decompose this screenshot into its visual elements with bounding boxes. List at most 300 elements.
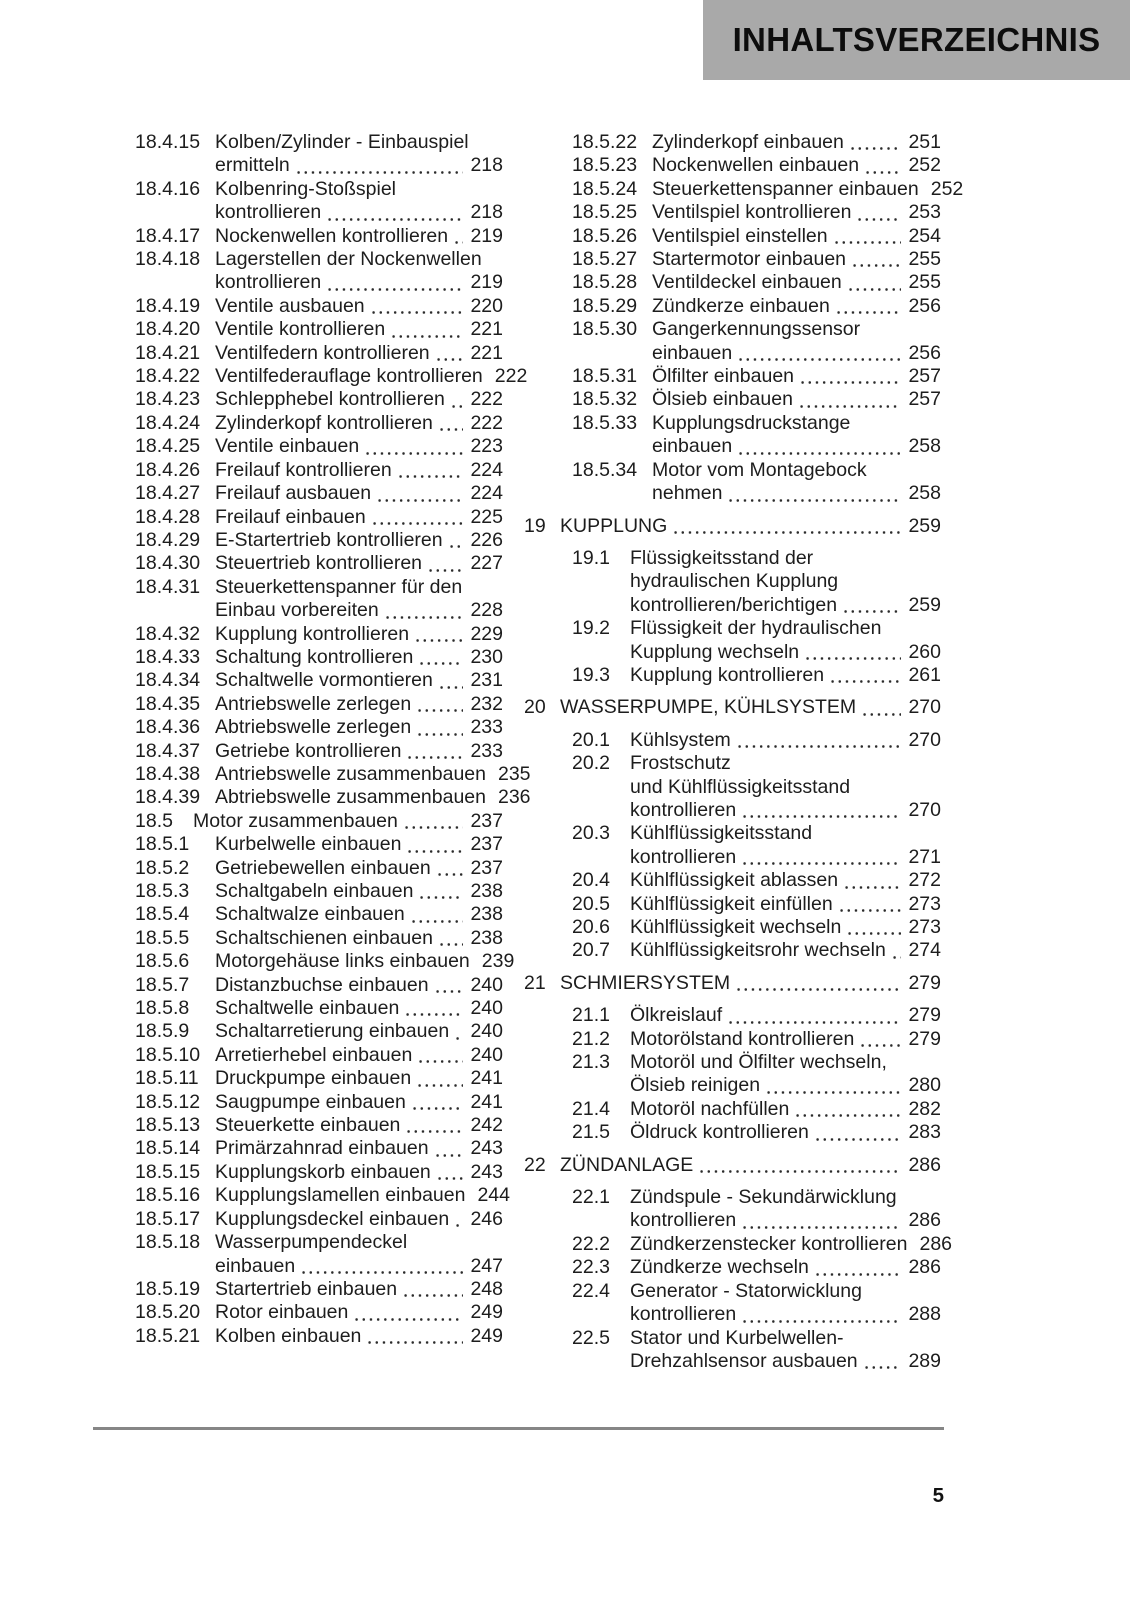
toc-entry-row [87, 1231, 503, 1278]
toc-entry-row [524, 1232, 953, 1256]
dot-leader [416, 1084, 463, 1087]
toc-title-line [215, 552, 503, 575]
dot-leader [814, 1138, 902, 1141]
dot-leader [799, 381, 901, 384]
toc-title-line [630, 729, 941, 752]
toc-title-line [630, 939, 941, 962]
toc-entry-row [87, 412, 503, 435]
toc-title-text: Motorölstand kontrollieren [630, 1027, 855, 1050]
toc-entry-title [652, 271, 941, 294]
toc-title-text: Druckpumpe einbauen [215, 1067, 412, 1090]
dot-leader [364, 452, 463, 455]
toc-entry-number: 18.5.15 [135, 1160, 201, 1183]
toc-entry-title [215, 1231, 503, 1278]
dot-leader [891, 956, 902, 959]
dot-leader [434, 1154, 464, 1157]
toc-entry-title [652, 131, 941, 154]
toc-page-number: 229 [470, 622, 503, 645]
toc-page-number: 233 [470, 739, 503, 762]
toc-entry-number: 20.5 [572, 892, 610, 915]
toc-title-line [630, 617, 941, 640]
toc-title-line [215, 1137, 503, 1160]
toc-page-number: 289 [908, 1349, 941, 1372]
toc-entry-row [524, 752, 941, 822]
toc-title-text: Generator - Statorwicklung [630, 1279, 862, 1302]
toc-title-line [652, 342, 941, 365]
toc-entry-number: 18.5.12 [135, 1090, 201, 1113]
toc-entry-row [87, 388, 503, 411]
dot-leader [454, 1037, 463, 1040]
toc-title-text: Kühlflüssigkeit ablassen [630, 869, 839, 892]
toc-title-line [215, 1231, 503, 1254]
toc-title-text: kontrollieren [630, 1209, 737, 1232]
toc-entry-title [215, 576, 503, 623]
toc-entry-title [630, 1280, 941, 1327]
toc-entry-title [215, 740, 503, 763]
toc-entry-title [215, 295, 503, 318]
toc-page-number: 273 [908, 916, 941, 938]
toc-entry-number: 19.2 [572, 617, 610, 640]
toc-title-line [652, 435, 941, 458]
dot-leader [300, 1271, 463, 1274]
toc-entry-title [215, 833, 503, 856]
toc-title-line [215, 435, 503, 458]
toc-entry-title [215, 412, 503, 435]
toc-entry-number: 18.5.28 [572, 271, 638, 294]
dot-leader [402, 1294, 463, 1297]
toc-entry-title [215, 552, 503, 575]
toc-title-line [215, 459, 503, 482]
toc-title-text: Arretierhebel einbauen [215, 1043, 413, 1066]
toc-title-line [215, 1020, 503, 1043]
dot-leader [370, 311, 464, 314]
toc-entry-row [87, 459, 503, 482]
toc-page-number: 255 [908, 248, 941, 271]
toc-entry-number: 18.5.23 [572, 154, 638, 177]
toc-page-number: 235 [497, 762, 531, 785]
toc-entry-number: 20.3 [572, 822, 610, 845]
dot-leader [833, 241, 902, 244]
toc-entry-row [87, 529, 503, 552]
toc-entry-number: 22.5 [572, 1326, 610, 1349]
dot-leader [864, 171, 901, 174]
toc-entry-row [87, 342, 503, 365]
toc-title-text: Steuerkettenspanner für den [215, 575, 463, 598]
toc-entry-title [630, 1327, 941, 1374]
toc-title-text: Antriebswelle zerlegen [215, 692, 412, 715]
toc-entry-title [215, 506, 503, 529]
toc-title-text: Freilauf kontrollieren [215, 458, 392, 481]
toc-entry-row [87, 623, 503, 646]
toc-title-text: Motoröl nachfüllen [630, 1097, 790, 1120]
toc-title-line [215, 1325, 503, 1348]
toc-title-line [560, 972, 941, 995]
toc-chapter-row [524, 1154, 941, 1177]
toc-title-text: Ölsieb reinigen [630, 1074, 761, 1097]
toc-title-line [630, 1280, 941, 1303]
toc-entry-number: 18.4.35 [135, 692, 201, 715]
toc-column-right [524, 131, 964, 1373]
toc-title-text: Kolben einbauen [215, 1324, 362, 1347]
toc-page-number: 280 [908, 1074, 941, 1097]
toc-title-text: ermitteln [215, 154, 290, 177]
toc-title-text: Zylinderkopf einbauen [652, 131, 844, 153]
toc-title-line [630, 1350, 941, 1373]
toc-title-text: Nockenwellen kontrollieren [215, 224, 449, 247]
toc-entry-number: 18.5.4 [135, 903, 190, 926]
toc-entry-row [524, 248, 941, 271]
dot-leader [405, 1130, 463, 1133]
toc-title-line [215, 1301, 503, 1324]
toc-entry-title [652, 365, 941, 388]
toc-entry-title [215, 388, 503, 411]
toc-page-number: 240 [470, 1043, 503, 1066]
toc-page-number: 283 [908, 1121, 941, 1144]
toc-title-text: Kühlflüssigkeitsrohr wechseln [630, 939, 886, 962]
toc-title-line [630, 641, 941, 664]
toc-page-number: 230 [470, 645, 503, 668]
toc-entry-title [630, 547, 941, 617]
toc-entry-number: 18.5.22 [572, 131, 638, 153]
toc-entry-title [652, 177, 964, 201]
toc-entry-row [524, 225, 941, 248]
toc-entry-number: 21.5 [572, 1121, 610, 1144]
toc-entry-title [215, 1184, 510, 1207]
toc-entry-title [215, 225, 503, 248]
toc-title-text: Ölsieb einbauen [652, 388, 793, 411]
toc-title-text: Nockenwellen einbauen [652, 154, 860, 177]
toc-title-line [652, 388, 941, 411]
dot-leader [406, 850, 463, 853]
toc-entry-number: 18.5.24 [572, 177, 638, 200]
toc-entry-row [87, 974, 503, 997]
toc-entry-title [215, 950, 515, 973]
toc-title-line [215, 388, 503, 411]
toc-title-line [215, 903, 503, 926]
toc-page-number: 241 [470, 1067, 503, 1090]
toc-title-text: Kupplungslamellen einbauen [215, 1184, 466, 1207]
toc-entry-row [87, 997, 503, 1020]
toc-title-text: Stator und Kurbelwellen- [630, 1326, 844, 1349]
toc-page-number: 260 [908, 640, 941, 663]
toc-title-line [630, 664, 941, 687]
toc-title-text: Frostschutz [630, 752, 731, 775]
toc-title-line [215, 271, 503, 294]
toc-title-text: Schaltwelle einbauen [215, 997, 400, 1020]
toc-title-text: Zylinderkopf kontrollieren [215, 411, 433, 434]
toc-title-text: Kolben/Zylinder - Einbauspiel [215, 131, 469, 153]
toc-page-number: 261 [908, 663, 941, 686]
toc-title-line [215, 225, 503, 248]
toc-title-line [193, 810, 503, 833]
toc-entry-title [652, 225, 941, 248]
toc-entry-row [87, 880, 503, 903]
toc-title-line [652, 295, 941, 318]
toc-title-line [215, 786, 531, 809]
toc-entry-title [215, 1044, 503, 1067]
dot-leader [436, 1177, 464, 1180]
toc-entry-number: 20.7 [572, 939, 610, 962]
dot-leader [737, 452, 901, 455]
toc-entry-number: 18.5.18 [135, 1231, 201, 1254]
toc-title-line [652, 412, 941, 435]
toc-entry-row [87, 1301, 503, 1324]
dot-leader [371, 522, 464, 525]
toc-page-number: 223 [470, 435, 503, 458]
toc-entry-number: 21.1 [572, 1004, 610, 1027]
toc-entry-row [87, 1137, 503, 1160]
toc-entry-number: 18.5.2 [135, 856, 190, 879]
toc-title-text: Schlepphebel kontrollieren [215, 388, 445, 411]
toc-title-line [560, 1154, 941, 1177]
toc-title-text: Freilauf ausbauen [215, 482, 372, 505]
toc-entry-row [87, 248, 503, 295]
toc-page-number: 272 [908, 869, 941, 892]
toc-entry-row [87, 903, 503, 926]
toc-title-text: Kühlflüssigkeit einfüllen [630, 892, 833, 915]
toc-page-number: 238 [470, 880, 503, 902]
toc-page-number: 233 [470, 716, 503, 739]
toc-page-number: 236 [497, 786, 531, 809]
toc-page-number: 247 [470, 1254, 503, 1277]
toc-title-text: kontrollieren [215, 271, 322, 294]
toc-entry-number: 19.1 [572, 546, 610, 569]
dot-leader [804, 657, 901, 660]
toc-page-number: 244 [477, 1184, 510, 1207]
toc-entry-row [524, 1051, 941, 1098]
toc-title-line [215, 295, 503, 318]
toc-entry-row [524, 1098, 941, 1121]
dot-leader [737, 358, 901, 361]
dot-leader [416, 733, 463, 736]
toc-entry-row [87, 576, 503, 623]
toc-title-line [215, 318, 503, 341]
toc-entry-number: 22.2 [572, 1232, 610, 1255]
toc-title-line [630, 1303, 941, 1326]
toc-entry-number: 22 [524, 1153, 546, 1176]
toc-entry-title [215, 1067, 503, 1090]
toc-entry-row [87, 435, 503, 458]
toc-entry-title [630, 1232, 953, 1256]
dot-leader [849, 147, 902, 150]
toc-entry-title [630, 664, 941, 687]
toc-title-text: Drehzahlsensor ausbauen [630, 1349, 858, 1372]
toc-page-number: 256 [908, 294, 941, 317]
toc-title-line [215, 342, 503, 365]
toc-title-line [630, 1051, 941, 1074]
toc-page-number: 238 [470, 926, 503, 949]
toc-entry-number: 20.6 [572, 916, 610, 938]
toc-title-text: Kühlsystem [630, 728, 731, 751]
toc-page-number: 274 [908, 939, 941, 962]
toc-title-line [630, 799, 941, 822]
toc-page-number: 286 [908, 1209, 941, 1232]
toc-page-number: 256 [908, 341, 941, 364]
toc-entry-row [524, 893, 941, 916]
toc-page-number: 221 [470, 318, 503, 341]
toc-entry-title [215, 1114, 503, 1137]
toc-title-text: ZÜNDANLAGE [560, 1153, 694, 1176]
toc-entry-number: 18.5.1 [135, 833, 190, 856]
toc-entry-number: 18.4.26 [135, 458, 201, 481]
toc-page-number: 252 [908, 154, 941, 177]
toc-entry-number: 22.1 [572, 1186, 610, 1209]
toc-title-line [215, 365, 528, 388]
toc-title-line [215, 154, 503, 177]
dot-leader [353, 1318, 463, 1321]
dot-leader [427, 569, 463, 572]
toc-title-text: Abtriebswelle zusammenbauen [215, 786, 486, 809]
toc-entry-row [524, 271, 941, 294]
toc-entry-number: 18.5 [135, 809, 173, 832]
toc-entry-title [630, 1051, 941, 1098]
toc-entry-number: 20 [524, 696, 546, 719]
dot-leader [741, 1226, 901, 1229]
toc-entry-row [524, 547, 941, 617]
toc-entry-number: 21.3 [572, 1051, 610, 1074]
toc-title-line [215, 1161, 503, 1184]
toc-page-number: 258 [908, 482, 941, 505]
toc-entry-title [215, 1278, 503, 1301]
toc-title-line [215, 950, 515, 973]
toc-entry-row [87, 131, 503, 178]
toc-page-number: 240 [470, 1020, 503, 1043]
toc-entry-number: 18.4.36 [135, 716, 201, 739]
toc-entry-title [630, 1028, 941, 1051]
toc-page-number: 237 [470, 856, 503, 879]
dot-leader [416, 709, 463, 712]
toc-title-line [215, 974, 503, 997]
toc-title-line [630, 1209, 941, 1232]
toc-entry-row [524, 295, 941, 318]
toc-entry-title [630, 729, 941, 752]
toc-entry-title [215, 669, 503, 692]
toc-page-number: 243 [470, 1137, 503, 1160]
toc-title-line [630, 547, 941, 570]
toc-title-line [630, 846, 941, 869]
toc-title-text: Kupplungskorb einbauen [215, 1160, 431, 1183]
toc-title-text: Distanzbuchse einbauen [215, 973, 429, 996]
toc-title-line [652, 225, 941, 248]
toc-title-line [630, 1327, 941, 1350]
toc-entry-title [630, 1186, 941, 1233]
toc-entry-title [560, 1154, 941, 1177]
toc-title-line [215, 997, 503, 1020]
toc-page-number: 220 [470, 294, 503, 317]
toc-entry-number: 18.5.19 [135, 1277, 201, 1300]
toc-entry-row [524, 1186, 941, 1233]
toc-entry-row [87, 857, 503, 880]
toc-page-number: 224 [470, 458, 503, 481]
toc-entry-title [215, 1325, 503, 1348]
toc-title-line [215, 1067, 503, 1090]
toc-entry-title [630, 916, 941, 939]
toc-entry-row [87, 178, 503, 225]
toc-entry-number: 18.4.34 [135, 669, 201, 692]
toc-entry-row [87, 225, 503, 248]
toc-entry-title [652, 388, 941, 411]
toc-entry-title [215, 318, 503, 341]
toc-entry-row [87, 506, 503, 529]
toc-entry-number: 18.5.10 [135, 1043, 201, 1066]
toc-entry-number: 18.5.5 [135, 926, 190, 949]
toc-entry-title [652, 154, 941, 177]
toc-entry-number: 18.5.20 [135, 1301, 201, 1324]
toc-entry-row [87, 1325, 503, 1348]
dot-leader [390, 335, 463, 338]
toc-entry-number: 18.4.33 [135, 645, 201, 668]
toc-entry-number: 18.4.31 [135, 575, 201, 598]
toc-title-line [630, 869, 941, 892]
toc-entry-number: 18.4.23 [135, 388, 201, 411]
toc-title-text: Kühlflüssigkeit wechseln [630, 916, 842, 938]
toc-title-line [215, 201, 503, 224]
toc-title-line [630, 916, 941, 939]
dot-leader [397, 475, 464, 478]
toc-entry-number: 21 [524, 971, 546, 994]
toc-entry-row [87, 1278, 503, 1301]
dot-leader [794, 1114, 901, 1117]
toc-title-text: Steuerkettenspanner einbauen [652, 177, 919, 200]
toc-entry-number: 18.5.17 [135, 1207, 201, 1230]
toc-page-number: 270 [908, 728, 941, 751]
dot-leader [835, 311, 902, 314]
toc-entry-title [215, 1301, 503, 1324]
dot-leader [727, 499, 901, 502]
toc-title-line [215, 178, 503, 201]
toc-page-number: 286 [908, 1153, 941, 1176]
dot-leader [859, 1044, 901, 1047]
toc-title-text: Antriebswelle zusammenbauen [215, 762, 486, 785]
toc-title-text: Kupplungsdruckstange [652, 411, 851, 434]
toc-entry-row [87, 365, 528, 388]
toc-entry-title [630, 1256, 941, 1279]
toc-title-text: Ventildeckel einbauen [652, 271, 842, 294]
toc-title-text: Abtriebswelle zerlegen [215, 716, 412, 739]
toc-entry-row [87, 1161, 503, 1184]
toc-entry-row [524, 412, 941, 459]
toc-entry-number: 18.5.13 [135, 1114, 201, 1137]
toc-page-number: 279 [908, 971, 941, 994]
toc-title-line [215, 646, 503, 669]
dot-leader [435, 358, 464, 361]
toc-entry-number: 18.4.19 [135, 294, 201, 317]
toc-page-number: 249 [470, 1324, 503, 1347]
dot-leader [418, 662, 463, 665]
toc-title-text: E-Startertrieb kontrollieren [215, 528, 443, 551]
toc-title-text: Ventile ausbauen [215, 294, 365, 317]
toc-title-text: Getriebe kontrollieren [215, 739, 402, 762]
toc-entry-number: 18.5.11 [135, 1067, 199, 1090]
toc-title-text: Zündspule - Sekundärwicklung [630, 1186, 897, 1209]
toc-entry-number: 18.5.31 [572, 365, 638, 388]
toc-title-text: kontrollieren [630, 1303, 737, 1326]
dot-leader [741, 815, 901, 818]
toc-title-text: kontrollieren [630, 845, 737, 868]
toc-title-line [215, 716, 503, 739]
toc-entry-row [87, 646, 503, 669]
toc-entry-title [215, 974, 503, 997]
toc-title-text: Motoröl und Ölfilter wechseln, [630, 1051, 887, 1074]
toc-entry-row [524, 729, 941, 752]
toc-entry-title [215, 1161, 503, 1184]
toc-title-text: Lagerstellen der Nockenwellen [215, 248, 482, 271]
toc-title-text: Schaltwalze einbauen [215, 903, 405, 926]
toc-title-text: Rotor einbauen [215, 1301, 349, 1324]
toc-page-number: 252 [930, 177, 964, 200]
toc-title-text: Schaltung kontrollieren [215, 645, 414, 668]
toc-entry-title [215, 762, 531, 786]
